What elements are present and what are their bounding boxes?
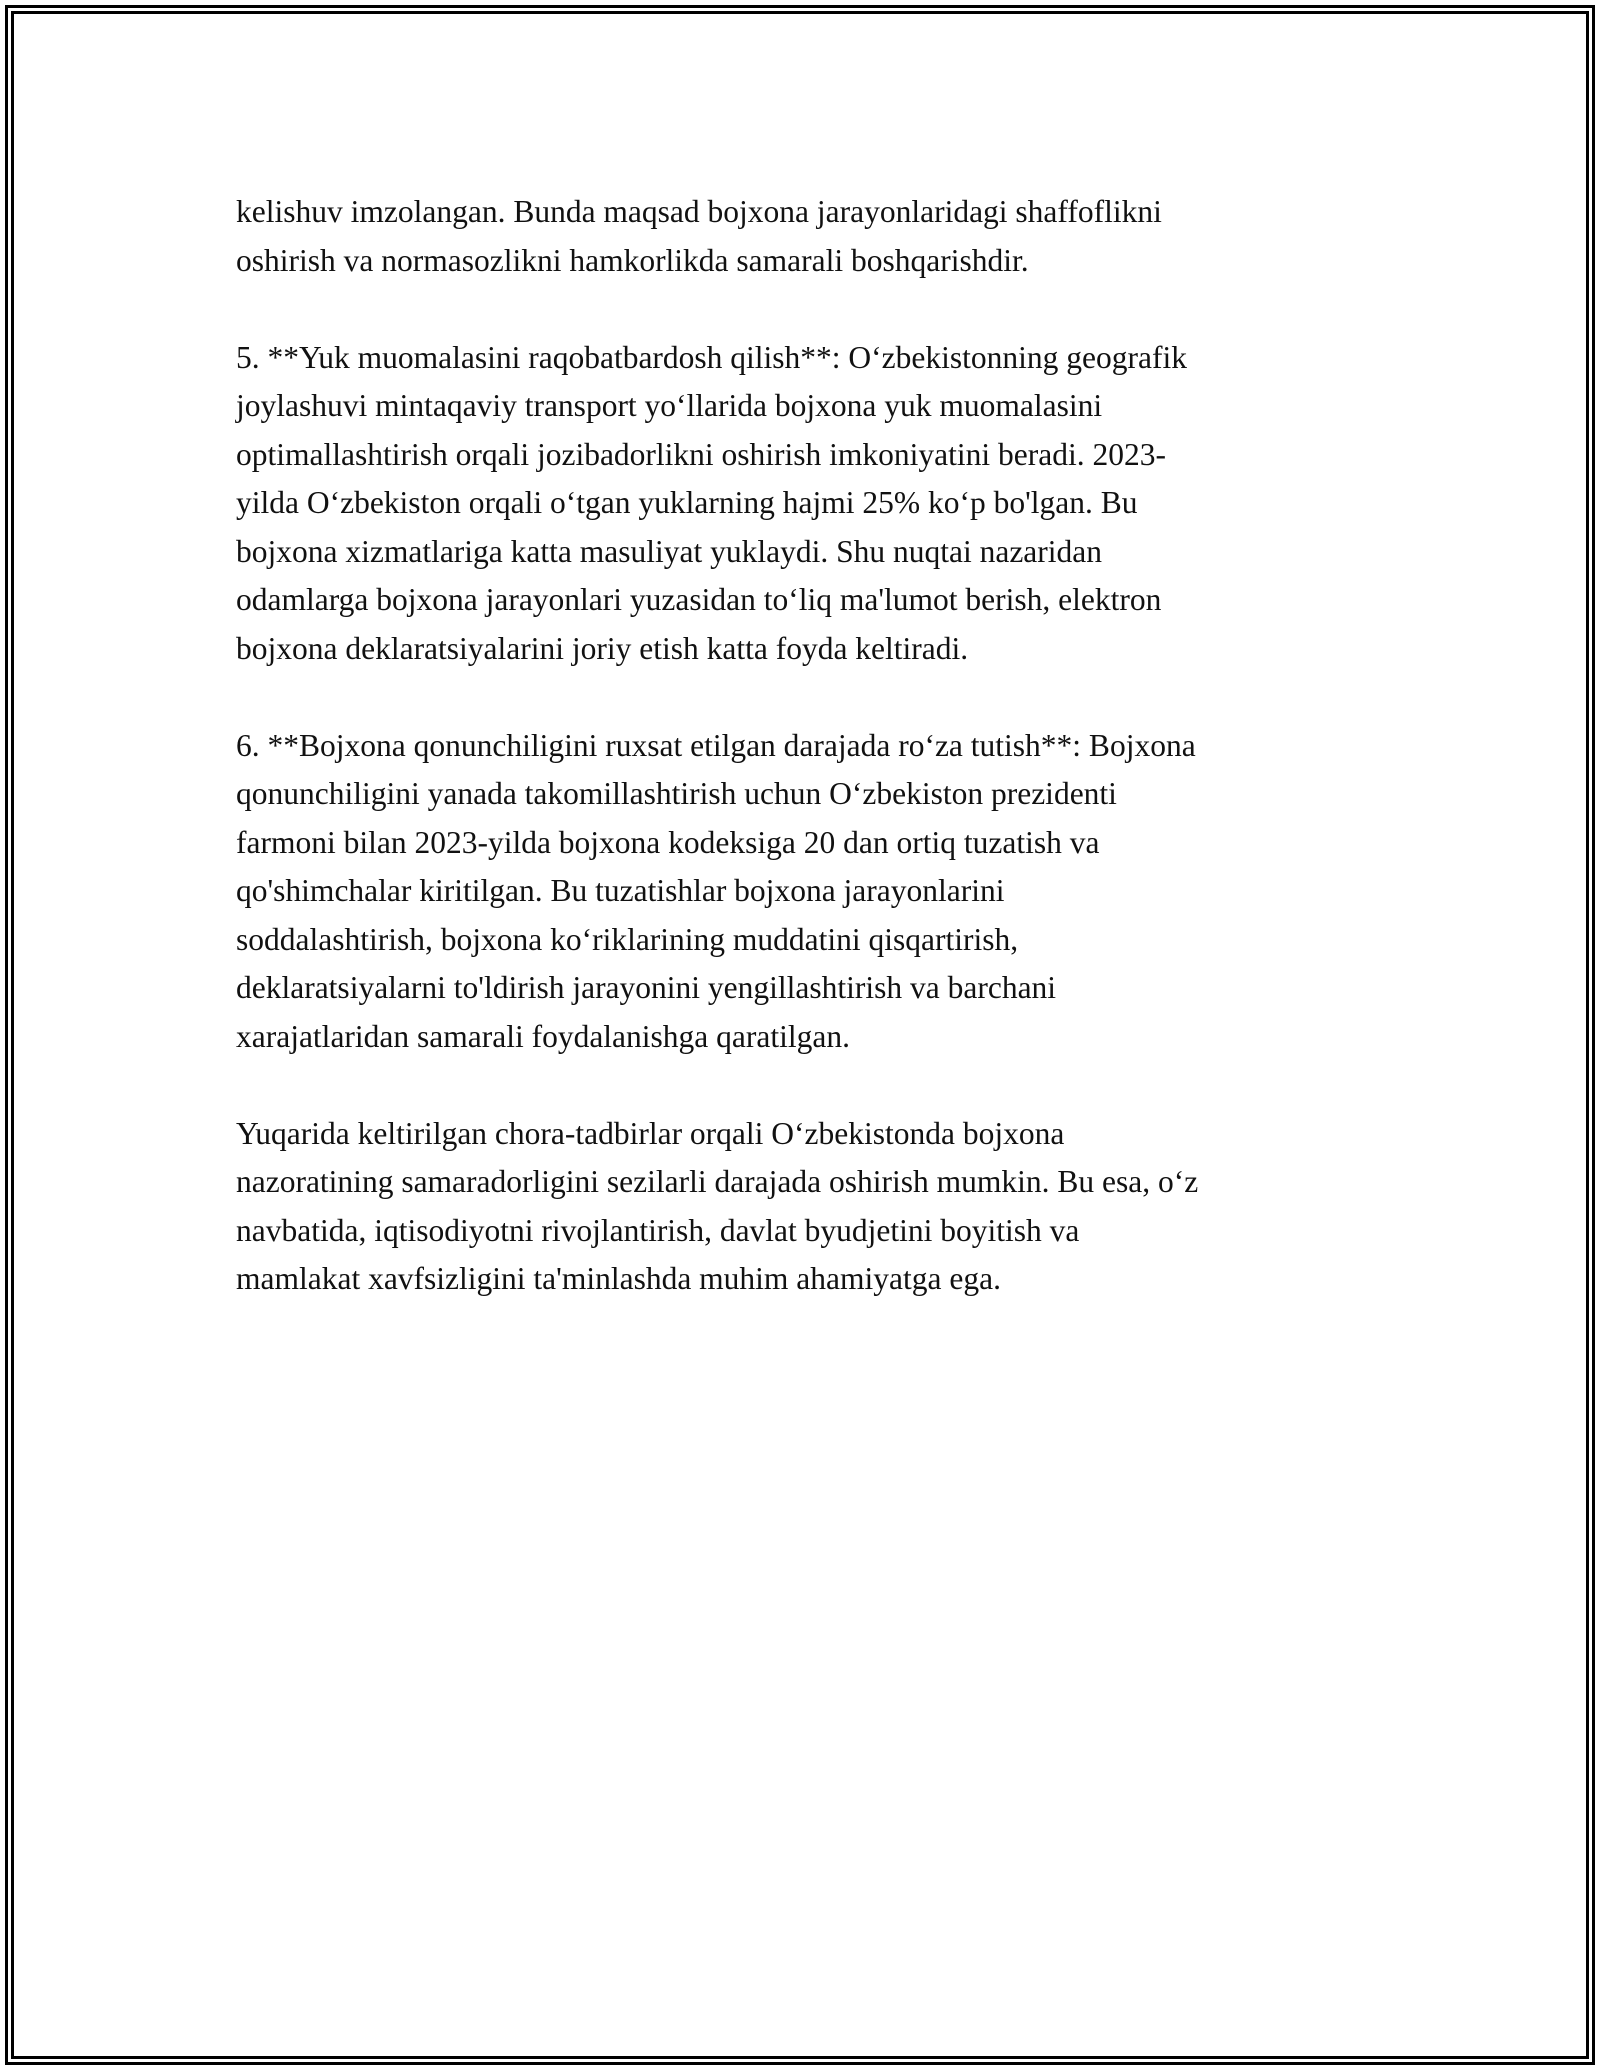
- paragraph-conclusion: Yuqarida keltirilgan chora-tadbirlar orqali O‘zbekistonda bojxona nazoratining samaradorligini sezilarli darajada oshirish mumkin. Bu esa, o‘z navbatida, iqtisodiyotni rivojlantirish, davlat byudjetini boyitish va mamlakat xavfsizligini ta'minlashda muhim ahamiyatga ega.: [236, 1115, 1199, 1296]
- paragraph-item-6-customs-legislation: 6. **Bojxona qonunchiligini ruxsat etilgan darajada ro‘za tutish**: Bojxona qonunchiligini yanada takomillashtirish uchun O‘zbekiston prezidenti farmoni bilan 2023-yilda bojxona kodeksiga 20 dan ortiq tuzatish va qo'shimchalar kiritilgan. Bu tuzatishlar bojxona jarayonlarini soddalashtirish, bojxona ko‘riklarining muddatini qisqartirish, deklaratsiyalarni to'ldirish jarayonini yengillashtirish va barchani xarajatlaridan samarali foydalanishga qaratilgan.: [236, 727, 1196, 1054]
- paragraph-agreement-continuation: kelishuv imzolangan. Bunda maqsad bojxona jarayonlaridagi shaffoflikni oshirish va normasozlikni hamkorlikda samarali boshqarishdir.: [236, 194, 1162, 278]
- document-body: [236, 188, 1376, 1304]
- paragraph-item-5-cargo-turnover: 5. **Yuk muomalasini raqobatbardosh qilish**: O‘zbekistonning geografik joylashuvi mintaqaviy transport yo‘llarida bojxona yuk muomalasini optimallashtirish orqali jozibadorlikni oshirish imkoniyatini beradi. 2023- yilda O‘zbekiston orqali o‘tgan yuklarning hajmi 25% ko‘p bo'lgan. Bu bojxona xizmatlariga katta masuliyat yuklaydi. Shu nuqtai nazaridan odamlarga bojxona jarayonlari yuzasidan to‘liq ma'lumot berish, elektron bojxona deklaratsiyalarini joriy etish katta foyda keltiradi.: [236, 339, 1187, 666]
